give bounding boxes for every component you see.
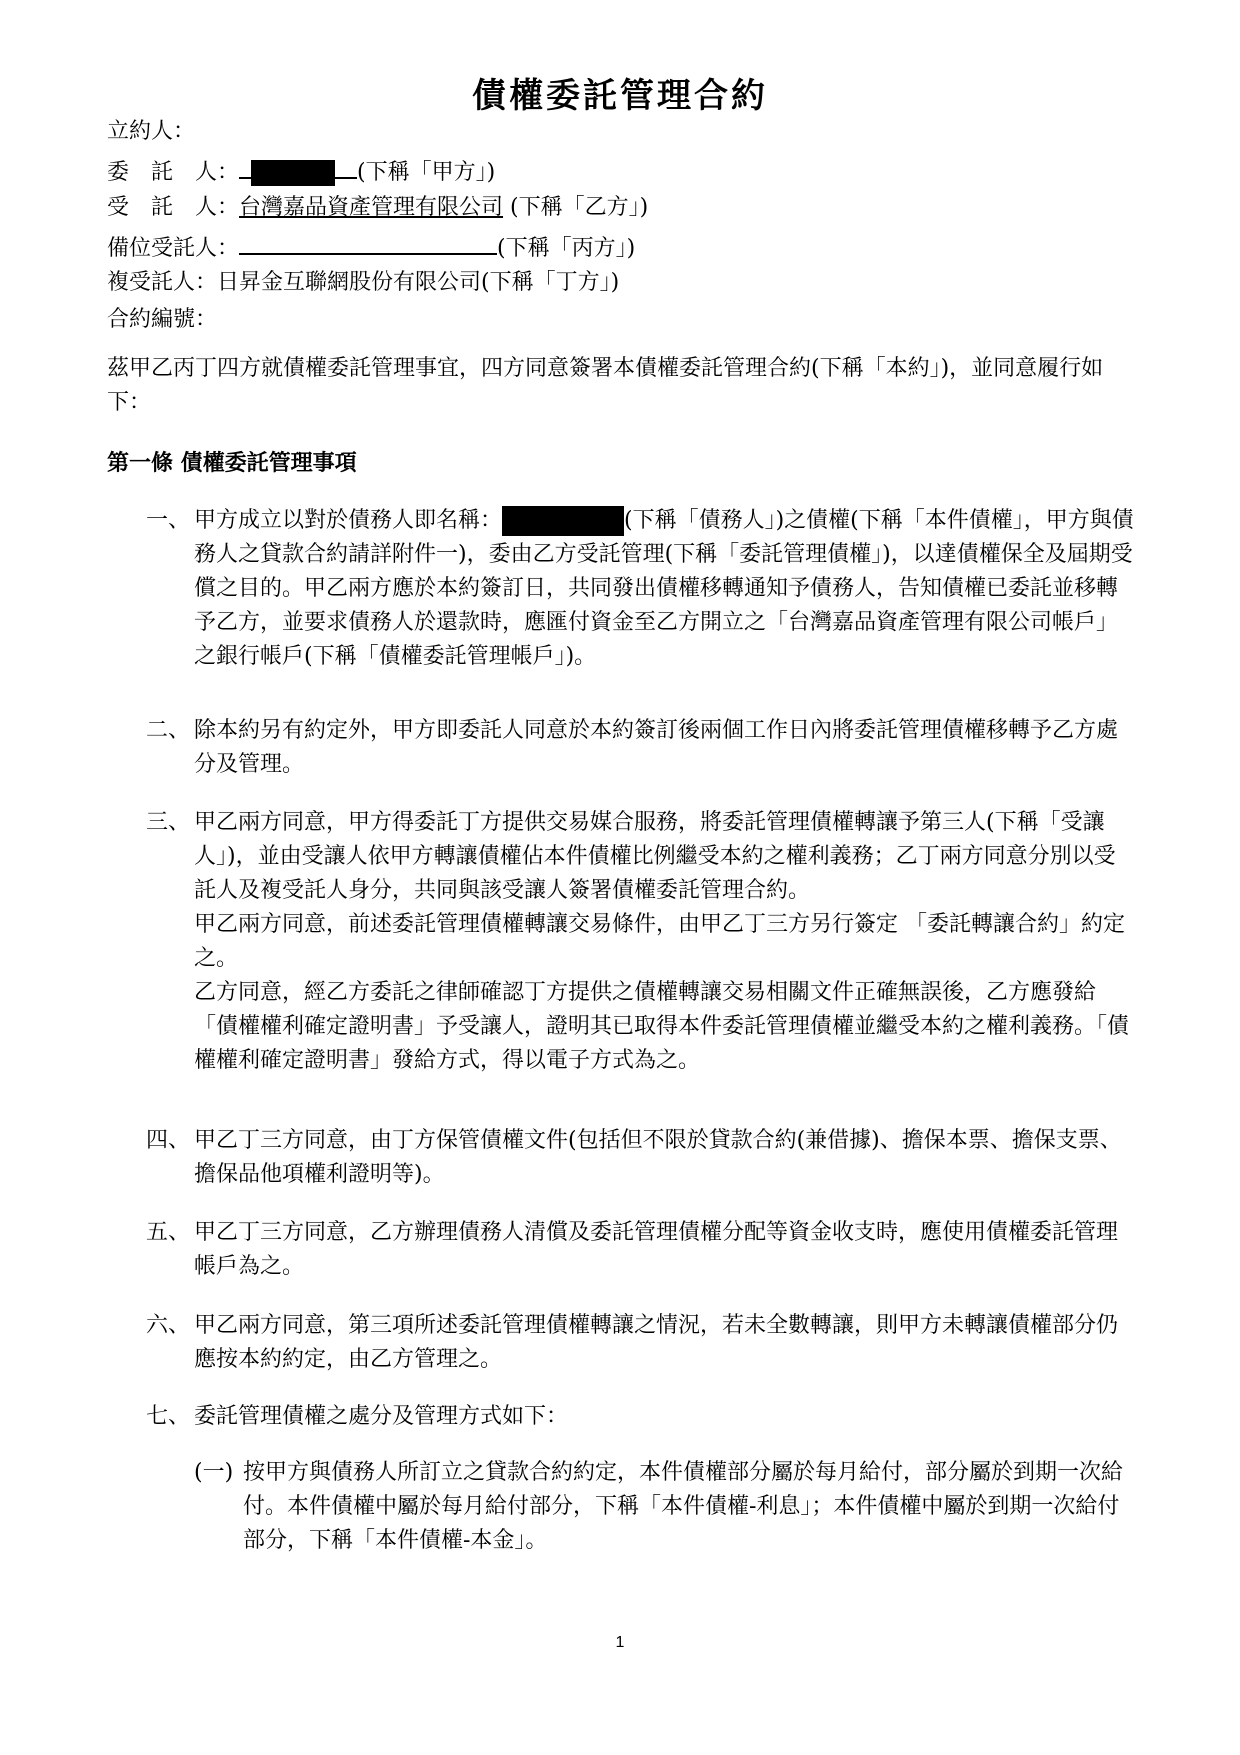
item-3-paragraph-3: 乙方同意，經乙方委託之律師確認丁方提供之債權轉讓交易相關文件正確無誤後，乙方應發給「債權權利確定證明書」予受讓人，證明其已取得本件委託管理債權並繼受本約之權利義務。「債權權利確定證明書」發給方式，得以電子方式為之。: [194, 980, 1130, 1073]
article-1-title: 第一條 債權委託管理事項: [107, 450, 357, 476]
item-5-number: 五、: [146, 1220, 191, 1245]
item-1-number: 一、: [146, 508, 191, 533]
item-4-text: 甲乙丁三方同意，由丁方保管債權文件(包括但不限於貸款合約(兼借據)、擔保本票、擔保支票、擔保品他項權利證明等)。: [194, 1128, 1122, 1187]
document-title: 債權委託管理合約: [472, 76, 768, 116]
item-7-text: 委託管理債權之處分及管理方式如下：: [194, 1404, 569, 1429]
redacted-principal-name: [251, 160, 335, 186]
item-4-number: 四、: [146, 1128, 191, 1153]
item-2-text: 除本約另有約定外，甲方即委託人同意於本約簽訂後兩個工作日內將委託管理債權移轉予乙方處分及管理。: [194, 718, 1119, 777]
principal-blank-right: [335, 155, 357, 179]
trustee-suffix: (下稱「乙方」): [503, 195, 649, 220]
trustee-label: 受 託 人：: [107, 195, 240, 220]
item-1-text-before: 甲方成立以對於債務人即名稱：: [194, 508, 503, 533]
parties-heading: 立約人：: [107, 119, 196, 144]
contract-number-label: 合約編號：: [107, 307, 218, 332]
backup-blank: [239, 231, 497, 255]
item-3-number: 三、: [146, 810, 191, 835]
principal-line: [107, 155, 495, 188]
subitem-1-text: 按甲方與債務人所訂立之貸款合約約定，本件債權部分屬於每月給付，部分屬於到期一次給付。本件債權中屬於每月給付部分，下稱「本件債權-利息」；本件債權中屬於到期一次給付部分，下稱「本件債權-本金」。: [243, 1460, 1124, 1553]
sub-trustee-line: [107, 268, 619, 298]
item-2-number: 二、: [146, 718, 191, 743]
sub-name: 日昇金互聯網股份有限公司: [217, 270, 482, 295]
trustee-name: 台灣嘉品資產管理有限公司: [239, 195, 504, 220]
principal-suffix: (下稱「甲方」): [357, 160, 496, 185]
page-number: 1: [615, 1634, 625, 1651]
sub-label: 複受託人：: [107, 270, 218, 295]
backup-trustee-line: [107, 231, 635, 264]
trustee-line: [107, 193, 648, 223]
sub-suffix: (下稱「丁方」): [481, 270, 620, 295]
item-3-text: [194, 806, 1134, 1078]
principal-label: 委 託 人：: [107, 160, 240, 185]
preamble: 茲甲乙丙丁四方就債權委託管理事宜，四方同意簽署本債權委託管理合約(下稱「本約」)，並同意履行如下：: [107, 356, 1104, 415]
subitem-1-number: (一): [194, 1460, 234, 1485]
backup-label: 備位受託人：: [107, 236, 240, 261]
principal-blank-left: [239, 155, 251, 179]
item-3-paragraph-2: 甲乙兩方同意，前述委託管理債權轉讓交易條件，由甲乙丁三方另行簽定 「委託轉讓合約」約定之。: [194, 912, 1125, 971]
item-3-paragraph-1: 甲乙兩方同意，甲方得委託丁方提供交易媒合服務，將委託管理債權轉讓予第三人(下稱「受讓人」)，並由受讓人依甲方轉讓債權佔本件債權比例繼受本約之權利義務；乙丁兩方同意分別以受託人及複受託人身分，共同與該受讓人簽署債權委託管理合約。: [194, 810, 1116, 903]
item-6-text: 甲乙兩方同意，第三項所述委託管理債權轉讓之情況，若未全數轉讓，則甲方未轉讓債權部分仍應按本約約定，由乙方管理之。: [194, 1313, 1119, 1372]
item-6-number: 六、: [146, 1313, 191, 1338]
backup-suffix: (下稱「丙方」): [497, 236, 636, 261]
item-1-text: [194, 504, 1134, 674]
item-5-text: 甲乙丁三方同意，乙方辦理債務人清償及委託管理債權分配等資金收支時，應使用債權委託管理帳戶為之。: [194, 1220, 1119, 1279]
item-7-number: 七、: [146, 1404, 191, 1429]
redacted-debtor-name: [502, 506, 624, 536]
item-1-text-after: (下稱「債務人」)之債權(下稱「本件債權」，甲方與債務人之貸款合約請詳附件一)，委由乙方受託管理(下稱「委託管理債權」)，以達債權保全及屆期受償之目的。甲乙兩方應於本約簽訂日，共同發出債權移轉通知予債務人，告知債權已委託並移轉予乙方，並要求債務人於還款時，應匯付資金至乙方開立之「台灣嘉品資產管理有限公司帳戶」之銀行帳戶(下稱「債權委託管理帳戶」)。: [194, 508, 1134, 669]
